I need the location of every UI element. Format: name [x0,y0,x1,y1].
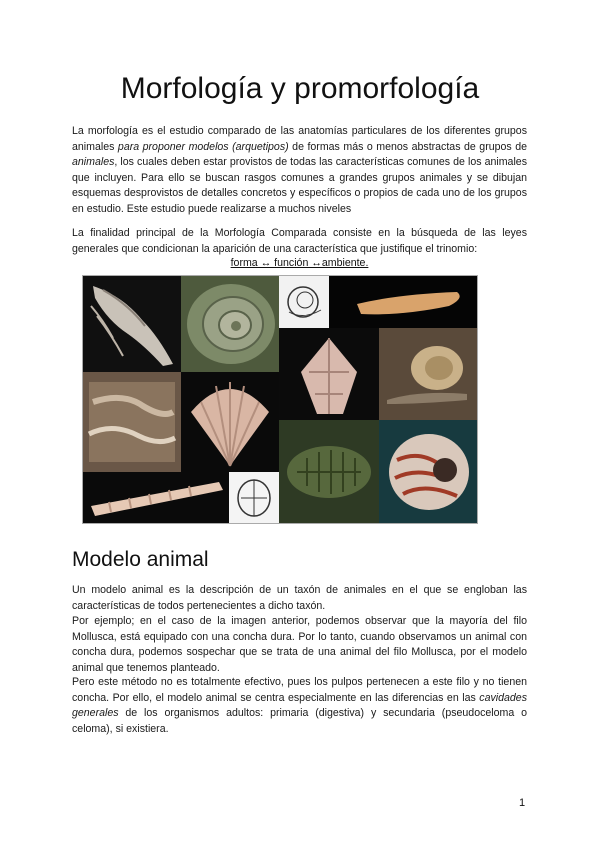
section-paragraph-3 [72,675,527,737]
tile-snail-diagram [279,276,329,328]
tile-garden-snail [379,328,477,420]
tile-chiton [279,420,379,523]
tile-squid [83,276,181,372]
intro-text-c: , los cuales deben estar provistos de todas las características comunes de los animales que incluyen. Para ello se buscan rasgos comunes a grandes grupos animales y se dibujan esquemas desprovistos de detalles concretos y específicos o propios de cada uno de los grupos en estudio. Este estudio puede realizarse a muchos niveles [72,156,527,215]
tile-turritella [83,472,229,523]
tile-scallop [181,372,279,472]
intro-paragraph-2: La finalidad principal de la Morfología Comparada consiste en la búsqueda de las leyes generales que condicionan la aparición de una característica que justifique el trinomio: [72,227,527,255]
page-number: 1 [519,797,526,809]
intro-italic-1: para proponer modelos (arquetipos) [117,140,289,153]
section-heading: Modelo animal [72,548,209,571]
trinomio-text: forma ↔ función ↔ambiente. [230,257,369,269]
trinomio-line [72,257,527,269]
mollusk-collage [82,275,478,524]
intro-italic-2: animales [72,156,115,169]
intro-paragraph-1 [72,124,527,218]
tile-ammonite [181,276,279,372]
tile-nautilus [379,420,477,523]
tile-murex [279,328,379,420]
intro-text-b: de formas más o menos abstractas de grupos de [288,140,527,153]
section-italic: cavidades generales [72,691,527,720]
section-text-b: de los organismos adultos: primaria (digestiva) y secundaria (pseudoceloma o celoma), si existiera. [72,707,527,735]
tile-bivalve-diagram [229,472,279,523]
intro-text-a: La morfología es el estudio comparado de las anatomías particulares de los diferentes grupos animales [72,125,527,153]
tile-razor-clam [329,276,477,328]
section-paragraph-2: Por ejemplo; en el caso de la imagen anterior, podemos observar que la mayoría del filo Mollusca, está equipado con una concha dura. Por lo tanto, cuando observamos un animal con concha dura, podemos sospechar que se trata de una animal del filo Mollusca, por el modelo animal que tenemos planteado. [72,615,527,674]
section-text-a: Pero este método no es totalmente efectivo, pues los pulpos pertenecen a este filo y no tienen concha. Por ello, el modelo animal se centra especialmente en las diferencias en las [72,676,527,704]
tile-worm-shell [83,372,181,472]
page-title: Morfología y promorfología [120,72,480,105]
section-paragraph-1: Un modelo animal es la descripción de un taxón de animales en el que se engloban las características de todos pertenecientes a dicho taxón. [72,584,527,612]
